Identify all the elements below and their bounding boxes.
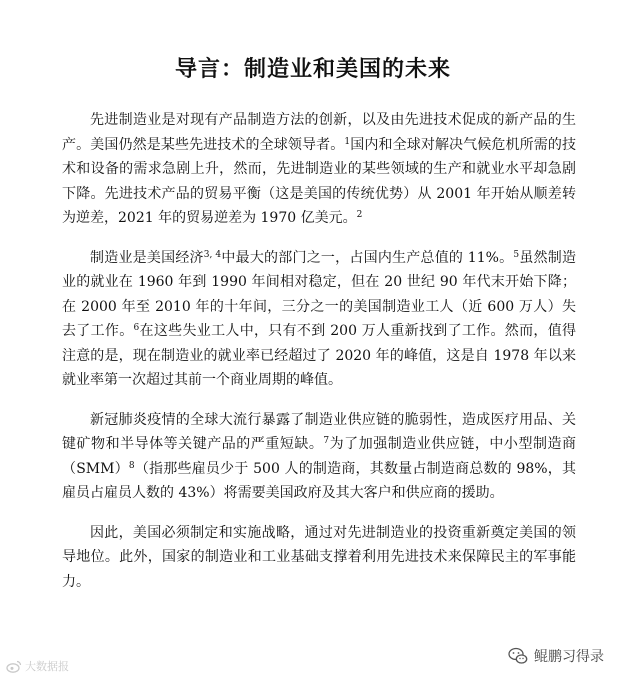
watermark-left bbox=[6, 658, 69, 674]
paragraph-1-text-2: 国内和全球对解决气候危机所需的技术和设备的需求急剧上升，然而，先进制造业的某些领域的生产和就业水平却急剧下降。先进技术产品的贸易平衡（这是美国的传统优势）从 2001 年开始从顺差转为逆差，2021 年的贸易逆差为 1970 亿美元。 bbox=[62, 136, 577, 226]
paragraph-4-text-1: 因此，美国必须制定和实施战略，通过对先进制造业的投资重新奠定美国的领导地位。此外，国家的制造业和工业基础支撑着利用先进技术来保障民主的军事能力。 bbox=[62, 524, 576, 590]
watermark-right bbox=[508, 646, 604, 666]
paragraph-3 bbox=[62, 408, 576, 506]
paragraph-2-text-3: 虽然制造业的就业在 1960 年到 1990 年间相对稳定，但在 20 世纪 90 年代末开始下降；在 2000 年至 2010 年的十年间，三分之一的美国制造业工人（近 600 万人）失去了工作。 bbox=[62, 249, 576, 339]
wechat-icon bbox=[508, 647, 528, 665]
footnote-ref-2: 2 bbox=[356, 210, 363, 220]
paragraph-1 bbox=[62, 108, 576, 231]
paragraph-2-text-2: 中最大的部门之一，占国内生产总值的 11%。 bbox=[221, 249, 514, 266]
paragraph-4 bbox=[62, 521, 576, 595]
paragraph-3-text-2: 为了加强制造业供应链，中小型制造商（SMM） bbox=[62, 436, 577, 477]
paragraph-2-text-1: 制造业是美国经济 bbox=[90, 249, 204, 266]
footnote-ref-8: 8 bbox=[128, 460, 135, 471]
document-body bbox=[62, 108, 576, 609]
paragraph-2 bbox=[62, 246, 576, 393]
footnote-ref-1: 1 bbox=[344, 136, 351, 147]
paragraph-2-text-4: 在这些失业工人中，只有不到 200 万人重新找到了工作。然而，值得注意的是，现在制造业的就业率已经超过了 2020 年的峰值，这是自 1978 年以来就业率第一次超过其前一个商业周期的峰值。 bbox=[62, 323, 577, 388]
paragraph-3-text-3: （指那些雇员少于 500 人的制造商，其数量占制造商总数的 98%，其雇员占雇员人数的 43%）将需要美国政府及其大客户和供应商的援助。 bbox=[62, 460, 576, 501]
footnote-ref-5: 5 bbox=[513, 249, 520, 260]
paragraph-1-text-1: 先进制造业是对现有产品制造方法的创新，以及由先进技术促成的新产品的生产。美国仍然是某些先进技术的全球领导者。 bbox=[62, 112, 576, 153]
paragraph-3-text-1: 新冠肺炎疫情的全球大流行暴露了制造业供应链的脆弱性，造成医疗用品、关键矿物和半导体等关键产品的严重短缺。 bbox=[62, 411, 576, 452]
footnote-ref-3-4: 3, 4 bbox=[203, 249, 222, 260]
watermark-left-text: 大数据报 bbox=[25, 660, 69, 673]
footnote-ref-7: 7 bbox=[323, 436, 330, 446]
weibo-icon bbox=[6, 660, 22, 673]
footnote-ref-6: 6 bbox=[133, 323, 140, 333]
watermark-right-text: 鲲鹏习得录 bbox=[534, 649, 604, 665]
document-title: 导言：制造业和美国的未来 bbox=[174, 57, 451, 82]
